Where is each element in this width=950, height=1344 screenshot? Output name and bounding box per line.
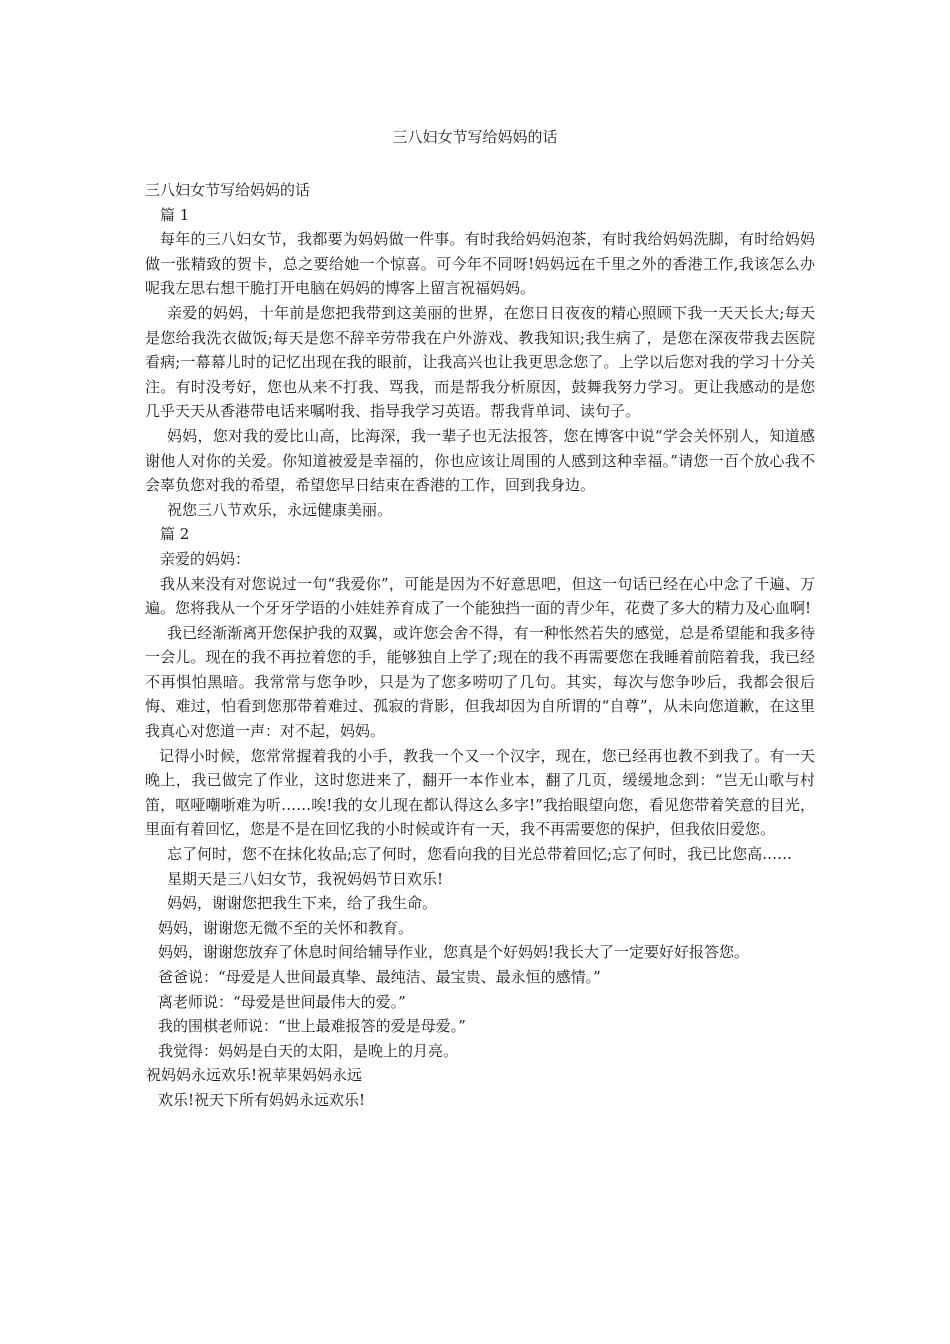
paragraph: 妈妈，您对我的爱比山高，比海深，我一辈子也无法报答，您在博客中说“学会关怀别人，知道感谢他人对你的关爱。你知道被爱是幸福的，你也应该让周围的人感到这种幸福。”请您一百个放心我不会辜负您对我的希望，希望您早日结束在香港的工作，回到我身边。	[145, 426, 815, 495]
document-body	[145, 178, 815, 1113]
paragraph: 妈妈，谢谢您无微不至的关怀和教育。	[158, 918, 414, 937]
paragraph: 妈妈，谢谢您把我生下来，给了我生命。	[167, 894, 438, 913]
document-title: 三八妇女节写给妈妈的话	[392, 128, 558, 146]
section-label-2: 篇 2	[160, 525, 190, 544]
paragraph: 欢乐!祝天下所有妈妈永远欢乐!	[158, 1090, 366, 1109]
paragraph: 爸爸说：“母爱是人世间最真挚、最纯洁、最宝贵、最永恒的感情。”	[158, 968, 601, 986]
paragraph: 我已经渐渐离开您保护我的双翼，或许您会舍不得，有一种怅然若失的感觉，总是希望能和我多待一会儿。现在的我不再拉着您的手，能够独自上学了;现在的我不再需要您在我睡着前陪着我，我已经不再惧怕黑暗。我常常与您争吵，只是为了您多唠叨了几句。其实，每次与您争吵后，我都会很后悔、难过，怕看到您那带着难过、孤寂的背影，但我却因为自所谓的“自尊”，从未向您道歉，在这里我真心对您道一声：对不起，妈妈。	[145, 623, 815, 741]
body-heading: 三八妇女节写给妈妈的话	[145, 181, 311, 199]
salutation: 亲爱的妈妈：	[160, 549, 251, 568]
paragraph: 妈妈，谢谢您放弃了休息时间给辅导作业，您真是个好妈妈!我长大了一定要好好报答您。	[158, 943, 750, 962]
section-label-1: 篇 1	[160, 205, 190, 224]
paragraph: 我从来没有对您说过一句“我爱你”，可能是因为不好意思吧，但这一句话已经在心中念了千遍、万遍。您将我从一个牙牙学语的小娃娃养育成了一个能独挡一面的青少年，花费了多大的精力及心血啊!	[145, 574, 815, 618]
paragraph: 亲爱的妈妈，十年前是您把我带到这美丽的世界，在您日日夜夜的精心照顾下我一天天长大;每天是您给我洗衣做饭;每天是您不辞辛劳带我在户外游戏、教我知识;我生病了，是您在深夜带我去医院看病;一幕幕儿时的记忆出现在我的眼前，让我高兴也让我更思念您了。上学以后您对我的学习十分关注。有时没考好，您也从来不打我、骂我，而是帮我分析原因，鼓舞我努力学习。更让我感动的是您几乎天天从香港带电话来嘱咐我、指导我学习英语。帮我背单词、读句子。	[145, 303, 815, 421]
paragraph: 祝您三八节欢乐，永远健康美丽。	[167, 500, 393, 519]
paragraph: 星期天是三八妇女节，我祝妈妈节日欢乐!	[167, 869, 444, 888]
paragraph: 离老师说：“母爱是世间最伟大的爱。”	[158, 992, 406, 1011]
paragraph: 忘了何时，您不在抹化妆品;忘了何时，您看向我的目光总带着回忆;忘了何时，我已比您高……	[167, 845, 793, 864]
paragraph: 记得小时候，您常常握着我的小手，教我一个又一个汉字，现在，您已经再也教不到我了。有一天晚上，我已做完了作业，这时您进来了，翻开一本作业本，翻了几页，缓缓地念到：“岂无山歌与村笛，呕哑嘲哳难为听……唉!我的女儿现在都认得这么多字!”我抬眼望向您，看见您带着笑意的目光，里面有着回忆，您是不是在回忆我的小时候或许有一天，我不再需要您的保护，但我依旧爱您。	[145, 746, 815, 839]
paragraph: 祝妈妈永远欢乐!祝苹果妈妈永远	[146, 1066, 363, 1085]
paragraph: 我觉得：妈妈是白天的太阳，是晚上的月亮。	[158, 1041, 459, 1060]
paragraph: 我的围棋老师说：“世上最难报答的爱是母爱。”	[158, 1017, 466, 1036]
paragraph: 每年的三八妇女节，我都要为妈妈做一件事。有时我给妈妈泡茶，有时我给妈妈洗脚，有时给妈妈做一张精致的贺卡，总之要给她一个惊喜。可今年不同呀!妈妈远在千里之外的香港工作,我该怎么办呢我左思右想干脆打开电脑在妈妈的博客上留言祝福妈妈。	[145, 230, 815, 298]
